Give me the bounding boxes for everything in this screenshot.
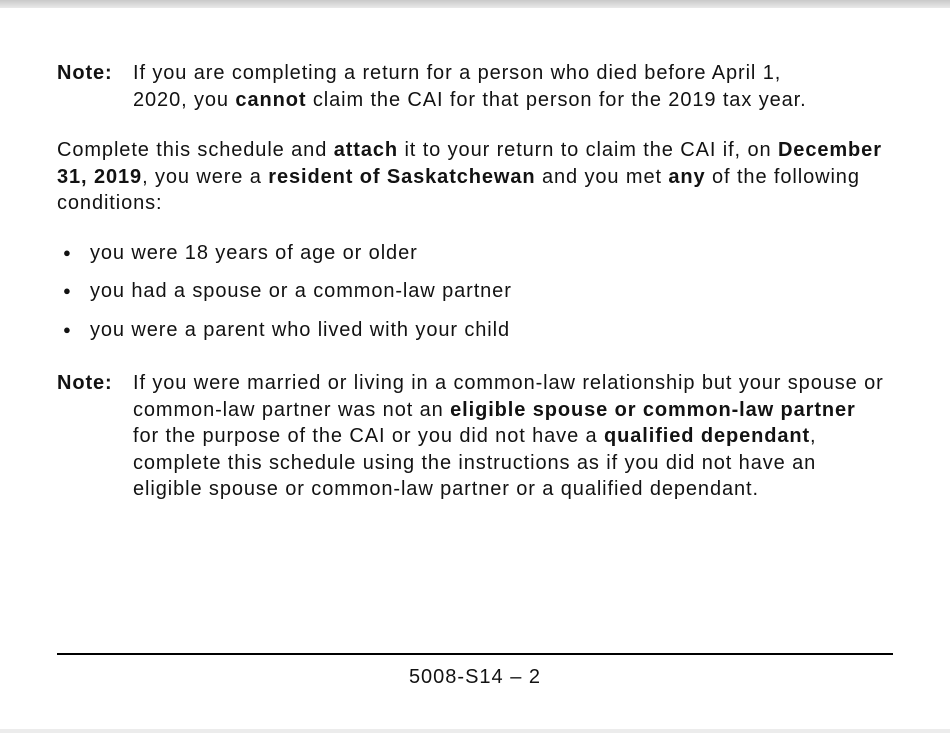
bullet-icon: ● [63, 244, 72, 260]
footer-divider [57, 653, 893, 655]
note-label: Note: [57, 62, 113, 84]
list-item-text: you were a parent who lived with your child [90, 318, 511, 341]
list-item [57, 278, 893, 305]
note-block-2 [57, 370, 893, 503]
conditions-list [57, 240, 893, 344]
page-content [57, 8, 893, 503]
note-label: Note: [57, 372, 113, 394]
page-top-edge [0, 0, 950, 8]
page-number: 5008-S14 – 2 [408, 666, 542, 688]
bullet-icon: ● [63, 283, 72, 298]
list-item [57, 317, 893, 344]
note-block-1 [57, 60, 893, 113]
note-text: If you were married or living in a common-law relationship but your spouse or common-law partner was not an eligible spouse or common-law partner for the purpose of the CAI or you did not have a qualified dependant, complete this schedule using the instructions as if you did not have an eligible spouse or common-law partner or a qualified dependant. [133, 372, 884, 500]
page-bottom-edge [0, 729, 950, 733]
list-item-text: you had a spouse or a common-law partner [90, 280, 512, 302]
page-footer [57, 653, 893, 689]
bullet-icon: ● [63, 321, 72, 337]
note-text: If you are completing a return for a person who died before April 1, 2020, you cannot claim the CAI for that person for the 2019 tax year. [133, 62, 807, 111]
intro-paragraph: Complete this schedule and attach it to your return to claim the CAI if, on December 31, 2019, you were a resident of Saskatchewan and you met any of the following conditions: [57, 139, 882, 214]
list-item-text: you were 18 years of age or older [90, 241, 418, 264]
list-item [57, 240, 893, 267]
